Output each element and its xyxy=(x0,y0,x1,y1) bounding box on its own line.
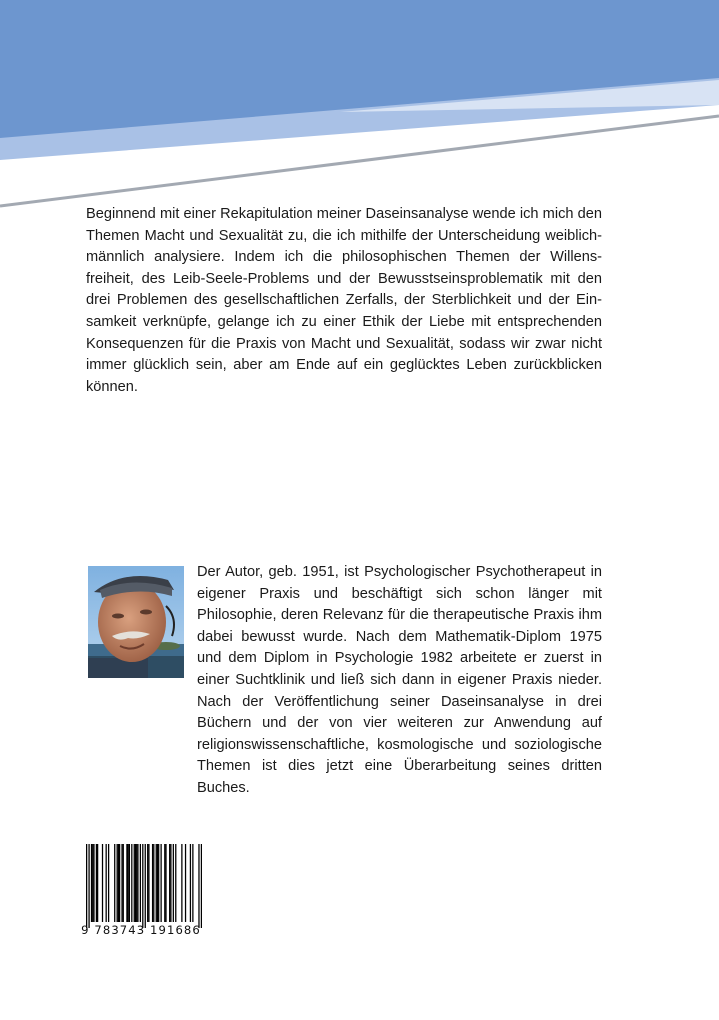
barcode-bar xyxy=(97,844,98,922)
barcode-bar xyxy=(119,844,120,922)
barcode-bar xyxy=(156,844,157,922)
barcode-bar xyxy=(140,844,141,922)
barcode-bar xyxy=(147,844,148,922)
barcode-bar xyxy=(148,844,149,922)
barcode-bar xyxy=(190,844,191,922)
barcode-bar xyxy=(106,844,107,922)
barcode-bar xyxy=(117,844,118,922)
barcode-bar xyxy=(91,844,92,922)
barcode-bar xyxy=(128,844,129,922)
barcode-bars xyxy=(86,844,202,928)
barcode-bar xyxy=(160,844,161,922)
barcode-bar xyxy=(102,844,103,922)
barcode-bar xyxy=(201,844,202,928)
author-photo xyxy=(88,566,184,678)
isbn-barcode xyxy=(72,838,210,944)
barcode-bar xyxy=(158,844,159,922)
barcode-bar xyxy=(152,844,153,922)
barcode-bar xyxy=(145,844,146,928)
barcode-bar xyxy=(121,844,122,922)
barcode-bar xyxy=(165,844,166,922)
barcode-bar xyxy=(96,844,97,922)
barcode-bar xyxy=(153,844,154,922)
barcode-bar xyxy=(135,844,136,922)
barcode-bar xyxy=(86,844,87,928)
barcode-bar xyxy=(108,844,109,922)
barcode-bar xyxy=(169,844,170,922)
barcode-bar xyxy=(88,844,89,928)
barcode-bar xyxy=(134,844,135,922)
barcode-bar xyxy=(185,844,186,922)
barcode-bar xyxy=(131,844,132,922)
barcode-bar xyxy=(129,844,130,922)
barcode-bar xyxy=(137,844,138,922)
barcode-bar xyxy=(170,844,171,922)
barcode-bar xyxy=(126,844,127,922)
author-bio: Der Autor, geb. 1951, ist Psychologischer Psychotherapeut in eigener Praxis und beschäftigt sich schon länger mit Philosophie, deren Relevanz für die therapeutische Praxis ihm dabei bewusst wurde. Nach dem Mathematik-Diplom 1975 und dem Diplom in Psychologie 1982 arbeitete er zuerst in einer Suchtklinik und ließ sich dann in eigener Praxis nieder. Nach der Veröffentlichung seiner Daseinsanalyse in drei Büchern und der von vier weiteren zur Anwendung auf religionswissenschaftliche, kosmologische und soziologische Themen ist dies jetzt eine Überarbeitung seines dritten Buches. xyxy=(197,564,602,796)
barcode-bar xyxy=(118,844,119,922)
barcode-bar xyxy=(123,844,124,922)
header-decoration xyxy=(0,0,719,215)
barcode-bar xyxy=(181,844,182,922)
barcode-bar xyxy=(175,844,176,922)
barcode-bar xyxy=(142,844,143,928)
back-cover-blurb: Beginnend mit einer Rekapitulation meiner Daseinsanalyse wende ich mich den Themen Macht und Sexualität zu, die ich mithilfe der Unterscheidung weiblich-männlich analysiere. Indem ich die philosophischen Themen der Willens-freiheit, des Leib-Seele-Problems und der Bewusstseinsproblematik mit den drei Problemen des gesellschaftlichen Zerfalls, der Sterblichkeit und der Ein-samkeit verknüpfe, gelange ich zu einer Ethik der Liebe mit entsprechenden Konsequenzen für die Praxis von Macht und Sexualität, sodass wir zwar nicht immer glücklich sein, aber am Ende auf ein geglücktes Leben zurückblicken können. xyxy=(86,206,602,395)
barcode-bar xyxy=(114,844,115,922)
barcode-bar xyxy=(93,844,94,922)
barcode-bar xyxy=(164,844,165,922)
barcode-bar xyxy=(157,844,158,922)
isbn-number: 9 783743 191686 xyxy=(81,923,201,937)
barcode-bar xyxy=(198,844,199,928)
barcode-bar xyxy=(136,844,137,922)
barcode-bar xyxy=(192,844,193,922)
barcode-bar xyxy=(173,844,174,922)
barcode-bar xyxy=(92,844,93,922)
